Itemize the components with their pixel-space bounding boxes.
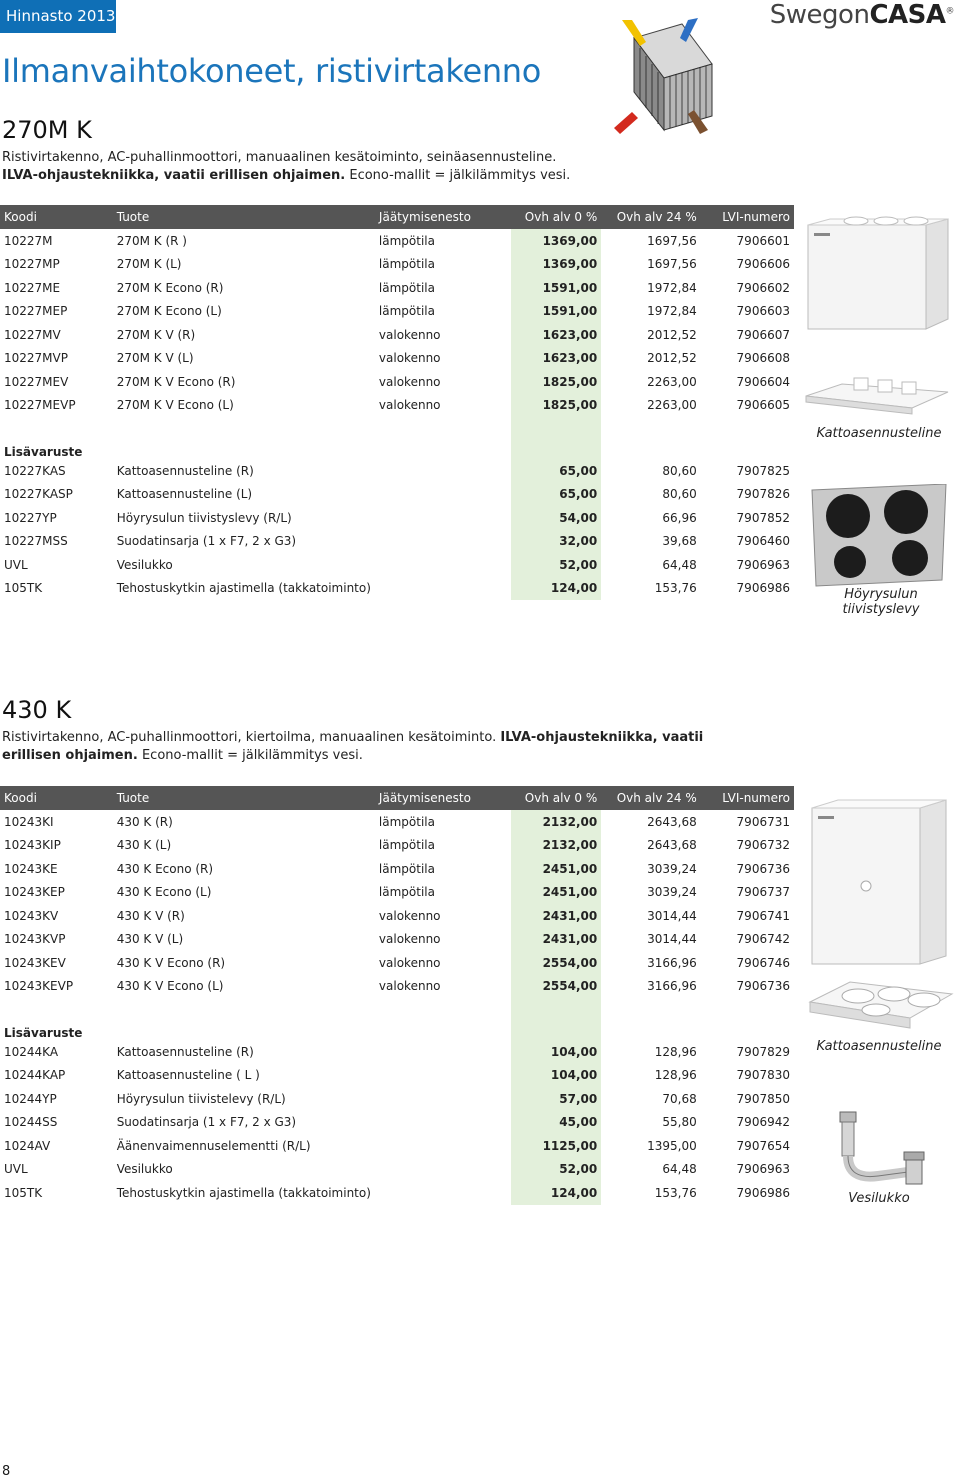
spacer-cell <box>601 998 701 1014</box>
cell-tuote: 270M K V Econo (L) <box>116 398 234 413</box>
cell-lvi-numero: 7906942 <box>736 1115 790 1130</box>
cell-ovh-alv-24: 70,68 <box>662 1091 697 1106</box>
cell-lvi-numero: 7906963 <box>736 557 790 572</box>
cell-koodi: 10244SS <box>4 1115 58 1130</box>
cell-lvi-numero: 7906608 <box>736 351 790 366</box>
cell-tuote: 270M K V (R) <box>116 327 196 342</box>
price-table-430-k <box>0 786 794 1205</box>
cell-koodi: 10243KEP <box>4 885 65 900</box>
caption-kattoasennusteline-430: Kattoasennusteline <box>816 1039 942 1054</box>
cell-ovh-alv-0: 1825,00 <box>511 370 601 394</box>
table-row <box>0 347 794 371</box>
cell-ovh-alv-0: 104,00 <box>511 1040 601 1064</box>
cell-tuote: Vesilukko <box>116 1162 173 1177</box>
col-ovh-alv-0: Ovh alv 0 % <box>511 786 601 810</box>
col-koodi: Koodi <box>0 205 113 229</box>
cell-ovh-alv-24: 3166,96 <box>647 979 697 994</box>
accessory-row <box>0 1064 794 1088</box>
cell-koodi: 10244YP <box>4 1091 57 1106</box>
cell-ovh-alv-0: 1591,00 <box>511 276 601 300</box>
cell-lvi-numero: 7906602 <box>736 280 790 295</box>
ceiling-mount-430-photo <box>806 972 956 1034</box>
table-row <box>0 229 794 253</box>
col-jaatymisenesto: Jäätymisenesto <box>375 205 511 229</box>
cell-tuote: 430 K Econo (R) <box>116 861 214 876</box>
empty-cell <box>375 1014 511 1040</box>
cell-koodi: 10227MVP <box>4 351 68 366</box>
cell-jaatymisenesto: valokenno <box>378 979 441 994</box>
table-row <box>0 394 794 418</box>
cell-ovh-alv-0: 2451,00 <box>511 881 601 905</box>
cell-jaatymisenesto: lämpötila <box>378 885 435 900</box>
cell-ovh-alv-0: 104,00 <box>511 1064 601 1088</box>
cell-koodi: 10227KAS <box>4 463 66 478</box>
cell-lvi-numero: 7906736 <box>736 861 790 876</box>
accessory-row <box>0 1134 794 1158</box>
cell-ovh-alv-0: 2554,00 <box>511 951 601 975</box>
cell-koodi: 10243KI <box>4 814 54 829</box>
cell-ovh-alv-24: 80,60 <box>662 487 697 502</box>
brand-logo: SwegonCASA® <box>769 0 954 30</box>
cell-ovh-alv-0: 2431,00 <box>511 928 601 952</box>
spacer-cell <box>511 998 601 1014</box>
cell-ovh-alv-0: 2132,00 <box>511 834 601 858</box>
cell-tuote: 430 K V Econo (L) <box>116 979 224 994</box>
cell-jaatymisenesto <box>375 1040 511 1064</box>
cell-koodi: UVL <box>4 1162 28 1177</box>
cell-lvi-numero: 7906603 <box>736 304 790 319</box>
accessory-heading-row <box>0 1014 794 1040</box>
accessory-heading: Lisävaruste <box>4 1026 83 1040</box>
cell-ovh-alv-24: 3014,44 <box>647 932 697 947</box>
empty-cell <box>701 433 794 459</box>
spacer-cell <box>113 417 375 433</box>
empty-cell <box>375 433 511 459</box>
cell-ovh-alv-24: 1972,84 <box>647 304 697 319</box>
accessory-row <box>0 530 794 554</box>
cell-lvi-numero: 7907826 <box>736 487 790 502</box>
cell-koodi: 10243KEVP <box>4 979 74 994</box>
cell-jaatymisenesto: valokenno <box>378 908 441 923</box>
table-row <box>0 370 794 394</box>
col-ovh-alv-24: Ovh alv 24 % <box>601 205 701 229</box>
cell-ovh-alv-24: 3039,24 <box>647 885 697 900</box>
empty-cell <box>701 1014 794 1040</box>
accessory-row <box>0 1087 794 1111</box>
cell-ovh-alv-24: 80,60 <box>662 463 697 478</box>
cell-jaatymisenesto: valokenno <box>378 327 441 342</box>
cell-koodi: 105TK <box>4 581 43 596</box>
cell-ovh-alv-24: 2263,00 <box>647 398 697 413</box>
cell-ovh-alv-0: 45,00 <box>511 1111 601 1135</box>
cell-lvi-numero: 7906606 <box>736 257 790 272</box>
cell-ovh-alv-0: 1825,00 <box>511 394 601 418</box>
spacer-cell <box>601 417 701 433</box>
cell-tuote: Tehostuskytkin ajastimella (takkatoiminto) <box>116 581 371 596</box>
cell-tuote: Kattoasennusteline (R) <box>116 1044 254 1059</box>
cell-ovh-alv-24: 1972,84 <box>647 280 697 295</box>
cell-tuote: 430 K (R) <box>116 814 173 829</box>
cell-ovh-alv-0: 65,00 <box>511 459 601 483</box>
cell-ovh-alv-0: 124,00 <box>511 1181 601 1205</box>
table-row <box>0 834 794 858</box>
cell-ovh-alv-0: 1125,00 <box>511 1134 601 1158</box>
spacer-cell <box>701 417 794 433</box>
price-table-270m-k <box>0 205 794 600</box>
cell-lvi-numero: 7906742 <box>736 932 790 947</box>
cell-ovh-alv-24: 2012,52 <box>647 327 697 342</box>
cell-ovh-alv-24: 153,76 <box>654 581 697 596</box>
cell-jaatymisenesto <box>375 1064 511 1088</box>
cell-tuote: 270M K Econo (R) <box>116 280 224 295</box>
cell-lvi-numero: 7906732 <box>736 838 790 853</box>
cell-tuote: Kattoasennusteline ( L ) <box>116 1068 260 1083</box>
cell-ovh-alv-24: 2263,00 <box>647 374 697 389</box>
cell-tuote: Kattoasennusteline (L) <box>116 487 253 502</box>
cell-jaatymisenesto: lämpötila <box>378 233 435 248</box>
cell-ovh-alv-24: 1697,56 <box>647 233 697 248</box>
accessory-row <box>0 577 794 601</box>
cell-lvi-numero: 7907654 <box>736 1138 790 1153</box>
cell-tuote: 270M K (L) <box>116 257 182 272</box>
caption-vesilukko: Vesilukko <box>848 1191 910 1206</box>
cell-ovh-alv-0: 1369,00 <box>511 229 601 253</box>
page-number: 8 <box>2 1464 11 1479</box>
spacer-cell <box>701 998 794 1014</box>
accessory-row <box>0 1181 794 1205</box>
cell-ovh-alv-0: 1623,00 <box>511 323 601 347</box>
spacer-cell <box>0 417 113 433</box>
empty-cell <box>113 433 375 459</box>
empty-cell <box>511 433 601 459</box>
cell-lvi-numero: 7907852 <box>736 510 790 525</box>
cell-tuote: Kattoasennusteline (R) <box>116 463 254 478</box>
cell-jaatymisenesto <box>375 530 511 554</box>
cell-ovh-alv-0: 57,00 <box>511 1087 601 1111</box>
cell-tuote: Suodatinsarja (1 x F7, 2 x G3) <box>116 534 297 549</box>
cell-ovh-alv-24: 128,96 <box>654 1068 697 1083</box>
cell-jaatymisenesto: valokenno <box>378 398 441 413</box>
caption-kattoasennusteline: Kattoasennusteline <box>816 426 942 441</box>
table-row <box>0 951 794 975</box>
cell-jaatymisenesto <box>375 1158 511 1182</box>
cell-lvi-numero: 7906986 <box>736 581 790 596</box>
accessory-row <box>0 1111 794 1135</box>
cell-koodi: 10243KVP <box>4 932 66 947</box>
table-row <box>0 881 794 905</box>
cell-lvi-numero: 7906601 <box>736 233 790 248</box>
cell-ovh-alv-24: 64,48 <box>662 1162 697 1177</box>
cell-ovh-alv-24: 1395,00 <box>647 1138 697 1153</box>
vapor-plate-270m-photo <box>806 484 952 588</box>
cell-ovh-alv-24: 153,76 <box>654 1185 697 1200</box>
cell-koodi: 10227MV <box>4 327 61 342</box>
cell-ovh-alv-24: 3166,96 <box>647 955 697 970</box>
cell-lvi-numero: 7906731 <box>736 814 790 829</box>
cell-jaatymisenesto <box>375 483 511 507</box>
cell-tuote: Äänenvaimennuselementti (R/L) <box>116 1138 311 1153</box>
cell-koodi: 10227YP <box>4 510 57 525</box>
accessory-row <box>0 553 794 577</box>
accessory-heading: Lisävaruste <box>4 445 83 459</box>
col-koodi: Koodi <box>0 786 113 810</box>
cell-tuote: 430 K (L) <box>116 838 172 853</box>
cell-lvi-numero: 7907825 <box>736 463 790 478</box>
col-tuote: Tuote <box>113 205 375 229</box>
cell-ovh-alv-0: 2451,00 <box>511 857 601 881</box>
empty-cell <box>511 1014 601 1040</box>
cell-jaatymisenesto <box>375 553 511 577</box>
cell-lvi-numero: 7906736 <box>736 979 790 994</box>
cell-ovh-alv-24: 66,96 <box>662 510 697 525</box>
cell-tuote: Suodatinsarja (1 x F7, 2 x G3) <box>116 1115 297 1130</box>
cell-ovh-alv-24: 55,80 <box>662 1115 697 1130</box>
spacer-cell <box>375 998 511 1014</box>
col-lvi-numero: LVI-numero <box>701 786 794 810</box>
cell-koodi: 10227MEP <box>4 304 68 319</box>
cell-ovh-alv-24: 3039,24 <box>647 861 697 876</box>
cell-lvi-numero: 7906604 <box>736 374 790 389</box>
cell-tuote: Höyrysulun tiivistelevy (R/L) <box>116 1091 286 1106</box>
cell-ovh-alv-24: 64,48 <box>662 557 697 572</box>
cell-jaatymisenesto <box>375 459 511 483</box>
cell-ovh-alv-0: 2431,00 <box>511 904 601 928</box>
cell-lvi-numero: 7907830 <box>736 1068 790 1083</box>
cell-jaatymisenesto: lämpötila <box>378 257 435 272</box>
cell-jaatymisenesto: lämpötila <box>378 280 435 295</box>
table-row <box>0 300 794 324</box>
col-ovh-alv-0: Ovh alv 0 % <box>511 205 601 229</box>
cell-ovh-alv-0: 124,00 <box>511 577 601 601</box>
cell-koodi: UVL <box>4 557 28 572</box>
cell-jaatymisenesto <box>375 1111 511 1135</box>
accessory-row <box>0 483 794 507</box>
spacer-cell <box>511 417 601 433</box>
cell-koodi: 10243KE <box>4 861 58 876</box>
cell-tuote: Höyrysulun tiivistyslevy (R/L) <box>116 510 292 525</box>
spacer-cell <box>113 998 375 1014</box>
cell-ovh-alv-24: 2012,52 <box>647 351 697 366</box>
cell-jaatymisenesto: valokenno <box>378 351 441 366</box>
cell-ovh-alv-24: 3014,44 <box>647 908 697 923</box>
accessory-row <box>0 506 794 530</box>
table-row <box>0 904 794 928</box>
col-ovh-alv-24: Ovh alv 24 % <box>601 786 701 810</box>
cell-ovh-alv-0: 1591,00 <box>511 300 601 324</box>
model-title-270m-k: 270M K <box>2 116 92 144</box>
cell-tuote: 270M K Econo (L) <box>116 304 222 319</box>
cell-jaatymisenesto: valokenno <box>378 932 441 947</box>
table-row <box>0 857 794 881</box>
cell-jaatymisenesto: lämpötila <box>378 814 435 829</box>
cell-ovh-alv-24: 1697,56 <box>647 257 697 272</box>
top-bar <box>0 0 116 33</box>
spacer-row <box>0 417 794 433</box>
cell-koodi: 10243KEV <box>4 955 66 970</box>
accessory-row <box>0 1040 794 1064</box>
table-row <box>0 253 794 277</box>
cell-jaatymisenesto <box>375 1181 511 1205</box>
cell-ovh-alv-24: 128,96 <box>654 1044 697 1059</box>
cell-tuote: 270M K (R ) <box>116 233 187 248</box>
cell-lvi-numero: 7907829 <box>736 1044 790 1059</box>
cell-lvi-numero: 7906963 <box>736 1162 790 1177</box>
cell-jaatymisenesto <box>375 1087 511 1111</box>
accessory-row <box>0 459 794 483</box>
cell-ovh-alv-0: 65,00 <box>511 483 601 507</box>
cell-tuote: Tehostuskytkin ajastimella (takkatoiminto) <box>116 1185 371 1200</box>
cell-ovh-alv-0: 2132,00 <box>511 810 601 834</box>
cell-tuote: 430 K V Econo (R) <box>116 955 226 970</box>
cell-lvi-numero: 7906986 <box>736 1185 790 1200</box>
model-description-430-k: Ristivirtakenno, AC-puhallinmoottori, kiertoilma, manuaalinen kesätoiminto. ILVA-ohjaustekniikka, vaatii erillisen ohjaimen. Econo-mallit = jälkilämmitys vesi. <box>2 730 704 763</box>
cell-tuote: 270M K V (L) <box>116 351 194 366</box>
cell-lvi-numero: 7906746 <box>736 955 790 970</box>
table-row <box>0 975 794 999</box>
empty-cell <box>601 1014 701 1040</box>
cell-lvi-numero: 7906460 <box>736 534 790 549</box>
water-trap-photo <box>828 1110 928 1188</box>
cell-ovh-alv-0: 52,00 <box>511 1158 601 1182</box>
cell-jaatymisenesto <box>375 1134 511 1158</box>
cell-lvi-numero: 7906605 <box>736 398 790 413</box>
model-description-270m-k: Ristivirtakenno, AC-puhallinmoottori, manuaalinen kesätoiminto, seinäasennusteline. ILVA-ohjaustekniikka, vaatii erillisen ohjaimen. Econo-mallit = jälkilämmitys vesi. <box>2 150 571 183</box>
table-row <box>0 323 794 347</box>
cell-jaatymisenesto: lämpötila <box>378 861 435 876</box>
empty-cell <box>601 433 701 459</box>
cell-koodi: 10227ME <box>4 280 61 295</box>
table-row <box>0 928 794 952</box>
spacer-cell <box>0 998 113 1014</box>
cell-jaatymisenesto: lämpötila <box>378 304 435 319</box>
accessory-heading-row <box>0 433 794 459</box>
cell-tuote: 430 K V (L) <box>116 932 184 947</box>
cell-ovh-alv-24: 2643,68 <box>647 838 697 853</box>
table-header-row <box>0 786 794 810</box>
cell-jaatymisenesto <box>375 506 511 530</box>
cell-jaatymisenesto: lämpötila <box>378 838 435 853</box>
cell-koodi: 10243KIP <box>4 838 61 853</box>
cell-ovh-alv-0: 54,00 <box>511 506 601 530</box>
cell-lvi-numero: 7906607 <box>736 327 790 342</box>
spacer-row <box>0 998 794 1014</box>
unit-270m-k-photo <box>806 215 952 333</box>
cell-ovh-alv-0: 52,00 <box>511 553 601 577</box>
cell-tuote: 430 K V (R) <box>116 908 185 923</box>
table-row <box>0 276 794 300</box>
cell-koodi: 10244KAP <box>4 1068 66 1083</box>
cell-ovh-alv-0: 1623,00 <box>511 347 601 371</box>
cell-koodi: 10243KV <box>4 908 59 923</box>
cell-ovh-alv-24: 39,68 <box>662 534 697 549</box>
col-tuote: Tuote <box>113 786 375 810</box>
spacer-cell <box>375 417 511 433</box>
cell-ovh-alv-0: 1369,00 <box>511 253 601 277</box>
cell-lvi-numero: 7906737 <box>736 885 790 900</box>
cell-koodi: 10244KA <box>4 1044 59 1059</box>
cell-lvi-numero: 7906741 <box>736 908 790 923</box>
cell-tuote: Vesilukko <box>116 557 173 572</box>
col-lvi-numero: LVI-numero <box>701 205 794 229</box>
cell-ovh-alv-24: 2643,68 <box>647 814 697 829</box>
heat-exchanger-illustration <box>604 18 720 140</box>
cell-ovh-alv-0: 2554,00 <box>511 975 601 999</box>
section-label: Hinnasto 2013 <box>6 7 116 25</box>
col-jaatymisenesto: Jäätymisenesto <box>375 786 511 810</box>
cell-jaatymisenesto: valokenno <box>378 374 441 389</box>
model-title-430-k: 430 K <box>2 696 72 724</box>
cell-tuote: 270M K V Econo (R) <box>116 374 236 389</box>
cell-ovh-alv-0: 32,00 <box>511 530 601 554</box>
cell-koodi: 105TK <box>4 1185 43 1200</box>
cell-jaatymisenesto: valokenno <box>378 955 441 970</box>
cell-jaatymisenesto <box>375 577 511 601</box>
ceiling-mount-270m-photo <box>802 374 952 420</box>
cell-koodi: 10227KASP <box>4 487 73 502</box>
cell-koodi: 10227M <box>4 233 53 248</box>
cell-koodi: 10227MSS <box>4 534 68 549</box>
table-header-row <box>0 205 794 229</box>
caption-hoyrysulun-tiivistyslevy: Höyrysulun tiivistyslevy <box>842 587 920 617</box>
cell-tuote: 430 K Econo (L) <box>116 885 212 900</box>
cell-koodi: 10227MP <box>4 257 60 272</box>
empty-cell <box>113 1014 375 1040</box>
cell-lvi-numero: 7907850 <box>736 1091 790 1106</box>
table-row <box>0 810 794 834</box>
cell-koodi: 1024AV <box>4 1138 51 1153</box>
cell-koodi: 10227MEVP <box>4 398 76 413</box>
accessory-row <box>0 1158 794 1182</box>
unit-430-k-photo <box>810 798 950 968</box>
cell-koodi: 10227MEV <box>4 374 69 389</box>
page-title: Ilmanvaihtokoneet, ristivirtakenno <box>2 52 542 90</box>
